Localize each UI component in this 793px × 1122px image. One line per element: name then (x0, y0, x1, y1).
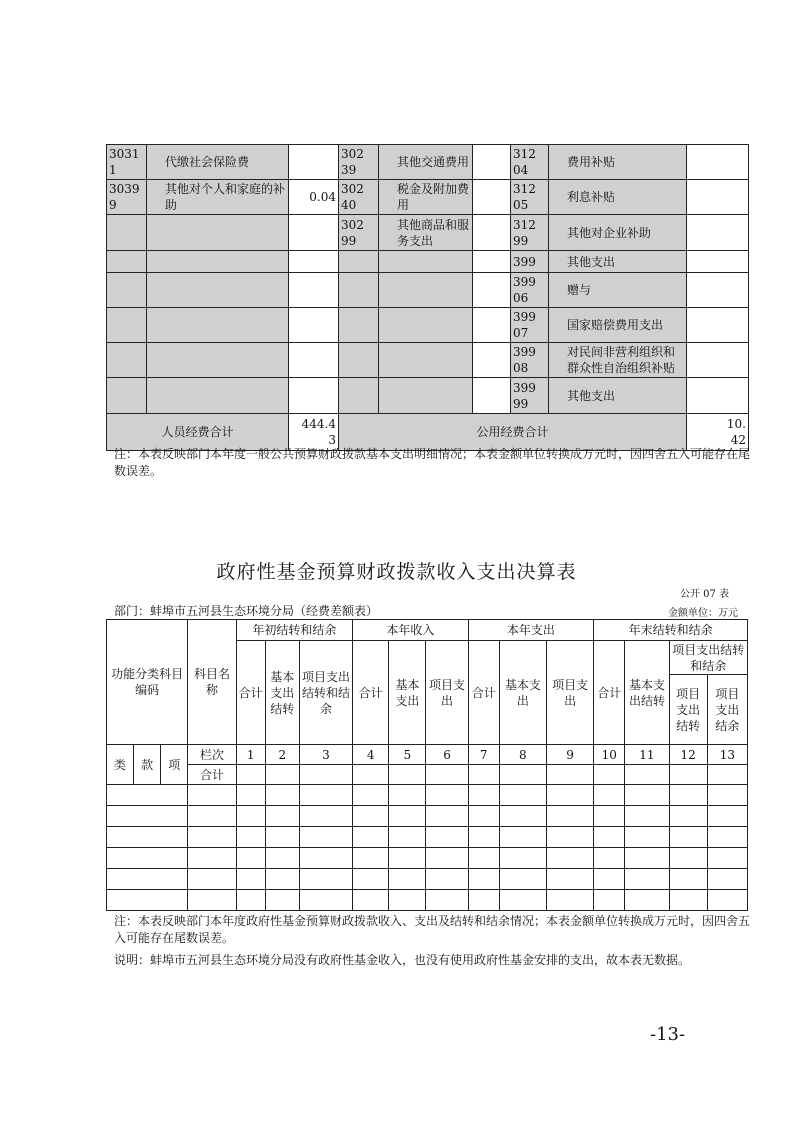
func-code-header: 功能分类科目编码 (107, 620, 188, 745)
amount-cell (289, 145, 339, 180)
code-cell: 399 07 (511, 308, 549, 343)
item-cell (379, 378, 473, 414)
expense-row (107, 308, 749, 343)
empty-row (107, 827, 748, 848)
col-basic-carry-1: 基本支出结转 (265, 641, 299, 745)
public-total-label: 公用经费合计 (339, 414, 687, 451)
col-num: 13 (707, 745, 747, 765)
item-cell: 对民间非营利组织和群众性自治组织补贴 (549, 343, 687, 378)
col-num: 5 (389, 745, 426, 765)
amount-cell (687, 308, 749, 343)
item-cell (147, 343, 289, 378)
amount-cell (473, 343, 511, 378)
col-num: 12 (669, 745, 707, 765)
personnel-total-value: 444.4 3 (289, 414, 339, 451)
item-cell: 其他对个人和家庭的补助 (147, 180, 289, 215)
col-num: 10 (594, 745, 625, 765)
item-cell: 利息补贴 (549, 180, 687, 215)
table2-title: 政府性基金预算财政拨款收入支出决算表 (216, 561, 577, 583)
code-cell: 399 99 (511, 378, 549, 414)
amount-cell (687, 215, 749, 251)
code-cell: 312 04 (511, 145, 549, 180)
code-cell (107, 251, 147, 273)
code-cell (339, 251, 379, 273)
empty-row (107, 848, 748, 869)
totals-row (107, 414, 749, 451)
amount-cell (473, 273, 511, 308)
amount-cell (687, 378, 749, 414)
col-proj-2: 项目支出 (426, 641, 468, 745)
code-cell (339, 343, 379, 378)
explanation: 说明：蚌埠市五河县生态环境分局没有政府性基金收入，也没有使用政府性基金安排的支出，故本表无数据。 (114, 953, 691, 967)
code-cell (339, 378, 379, 414)
amount-cell (687, 273, 749, 308)
col-proj-balance: 项目支出结余 (707, 675, 747, 745)
empty-rows (107, 785, 748, 911)
amount-cell (473, 215, 511, 251)
code-cell (107, 378, 147, 414)
empty-row (107, 869, 748, 890)
amount-cell (687, 180, 749, 215)
item-cell (379, 343, 473, 378)
group-income-header: 本年收入 (353, 620, 469, 641)
item-cell (147, 308, 289, 343)
group-closing-header: 年末结转和结余 (594, 620, 748, 641)
kuan-header: 款 (134, 745, 161, 785)
public-total-value: 10. 42 (687, 414, 749, 451)
code-cell (107, 273, 147, 308)
amount-cell: 0.04 (289, 180, 339, 215)
code-cell (339, 308, 379, 343)
code-cell: 302 39 (339, 145, 379, 180)
item-cell (147, 251, 289, 273)
xiang-header: 项 (161, 745, 188, 785)
amount-cell (289, 215, 339, 251)
expense-row (107, 273, 749, 308)
note-2: 注：本表反映部门本年度政府性基金预算财政拨款收入、支出及结转和结余情况；本表金额单位转换成万元时，因四舍五入可能存在尾数误差。 (114, 914, 751, 945)
expense-row (107, 343, 749, 378)
col-total-3: 合计 (468, 641, 499, 745)
col-num: 7 (468, 745, 499, 765)
col-num: 6 (426, 745, 468, 765)
expense-row (107, 215, 749, 251)
item-cell: 其他支出 (549, 378, 687, 414)
amount-cell (687, 343, 749, 378)
empty-row (107, 806, 748, 827)
expense-row (107, 145, 749, 180)
item-cell: 税金及附加费用 (379, 180, 473, 215)
empty-row (107, 890, 748, 911)
code-cell: 399 (511, 251, 549, 273)
item-cell (379, 273, 473, 308)
col-num: 8 (499, 745, 546, 765)
amount-cell (473, 378, 511, 414)
code-cell: 312 99 (511, 215, 549, 251)
code-cell: 312 05 (511, 180, 549, 215)
col-num: 11 (625, 745, 669, 765)
code-cell (339, 273, 379, 308)
unit-label: 金额单位：万元 (668, 608, 738, 619)
form-tag: 公开 07 表 (680, 589, 730, 600)
amount-cell (289, 273, 339, 308)
page-number: -13- (650, 1024, 686, 1045)
amount-cell (289, 251, 339, 273)
col-proj-carry-1: 项目支出结转和结余 (299, 641, 352, 745)
department-label: 部门：蚌埠市五河县生态环境分局（经费差额表） (114, 604, 379, 618)
col-num: 9 (546, 745, 593, 765)
expense-row (107, 180, 749, 215)
subject-name-header: 科目名称 (188, 620, 236, 745)
col-basic-2: 基本支出 (389, 641, 426, 745)
col-proj-carry-4: 项目支出结转和结余 (669, 641, 747, 675)
col-basic-carry-4: 基本支出结转 (625, 641, 669, 745)
total-row (107, 765, 748, 785)
amount-cell (473, 251, 511, 273)
col-total-1: 合计 (236, 641, 265, 745)
expense-row (107, 378, 749, 414)
item-cell: 其他对企业补助 (549, 215, 687, 251)
amount-cell (289, 308, 339, 343)
col-num: 1 (236, 745, 265, 765)
item-cell (147, 215, 289, 251)
item-cell: 国家赔偿费用支出 (549, 308, 687, 343)
item-cell: 其他商品和服务支出 (379, 215, 473, 251)
col-num: 4 (353, 745, 389, 765)
code-cell: 399 08 (511, 343, 549, 378)
amount-cell (473, 308, 511, 343)
code-cell (107, 343, 147, 378)
col-total-2: 合计 (353, 641, 389, 745)
amount-cell (687, 145, 749, 180)
note-1: 注：本表反映部门本年度一般公共预算财政拨款基本支出明细情况；本表金额单位转换成万元时，因四舍五入可能存在尾数误差。 (114, 447, 751, 478)
lanci-label: 栏次 (188, 745, 236, 765)
group-expense-header: 本年支出 (468, 620, 594, 641)
item-cell (147, 273, 289, 308)
amount-cell (473, 145, 511, 180)
lei-header: 类 (107, 745, 134, 785)
col-num: 2 (265, 745, 299, 765)
code-cell (107, 215, 147, 251)
code-cell: 302 40 (339, 180, 379, 215)
code-cell: 3039 9 (107, 180, 147, 215)
amount-cell (289, 378, 339, 414)
code-cell: 3031 1 (107, 145, 147, 180)
col-proj-3: 项目支出 (546, 641, 593, 745)
code-cell (107, 308, 147, 343)
item-cell: 其他支出 (549, 251, 687, 273)
code-cell: 302 99 (339, 215, 379, 251)
amount-cell (687, 251, 749, 273)
item-cell (147, 378, 289, 414)
col-total-4: 合计 (594, 641, 625, 745)
expense-detail-table (106, 144, 749, 451)
item-cell: 赠与 (549, 273, 687, 308)
amount-cell (289, 343, 339, 378)
group-opening-header: 年初结转和结余 (236, 620, 353, 641)
total-label: 合计 (188, 765, 236, 785)
gov-fund-table (106, 619, 748, 911)
amount-cell (473, 180, 511, 215)
item-cell (379, 251, 473, 273)
code-cell: 399 06 (511, 273, 549, 308)
col-proj-carry-only: 项目支出结转 (669, 675, 707, 745)
personnel-total-label: 人员经费合计 (107, 414, 289, 451)
empty-row (107, 785, 748, 806)
col-basic-3: 基本支出 (499, 641, 546, 745)
item-cell (379, 308, 473, 343)
item-cell: 费用补贴 (549, 145, 687, 180)
col-num: 3 (299, 745, 352, 765)
expense-detail-body (107, 145, 749, 414)
expense-row (107, 251, 749, 273)
column-number-row (107, 745, 748, 765)
item-cell: 代缴社会保险费 (147, 145, 289, 180)
item-cell: 其他交通费用 (379, 145, 473, 180)
